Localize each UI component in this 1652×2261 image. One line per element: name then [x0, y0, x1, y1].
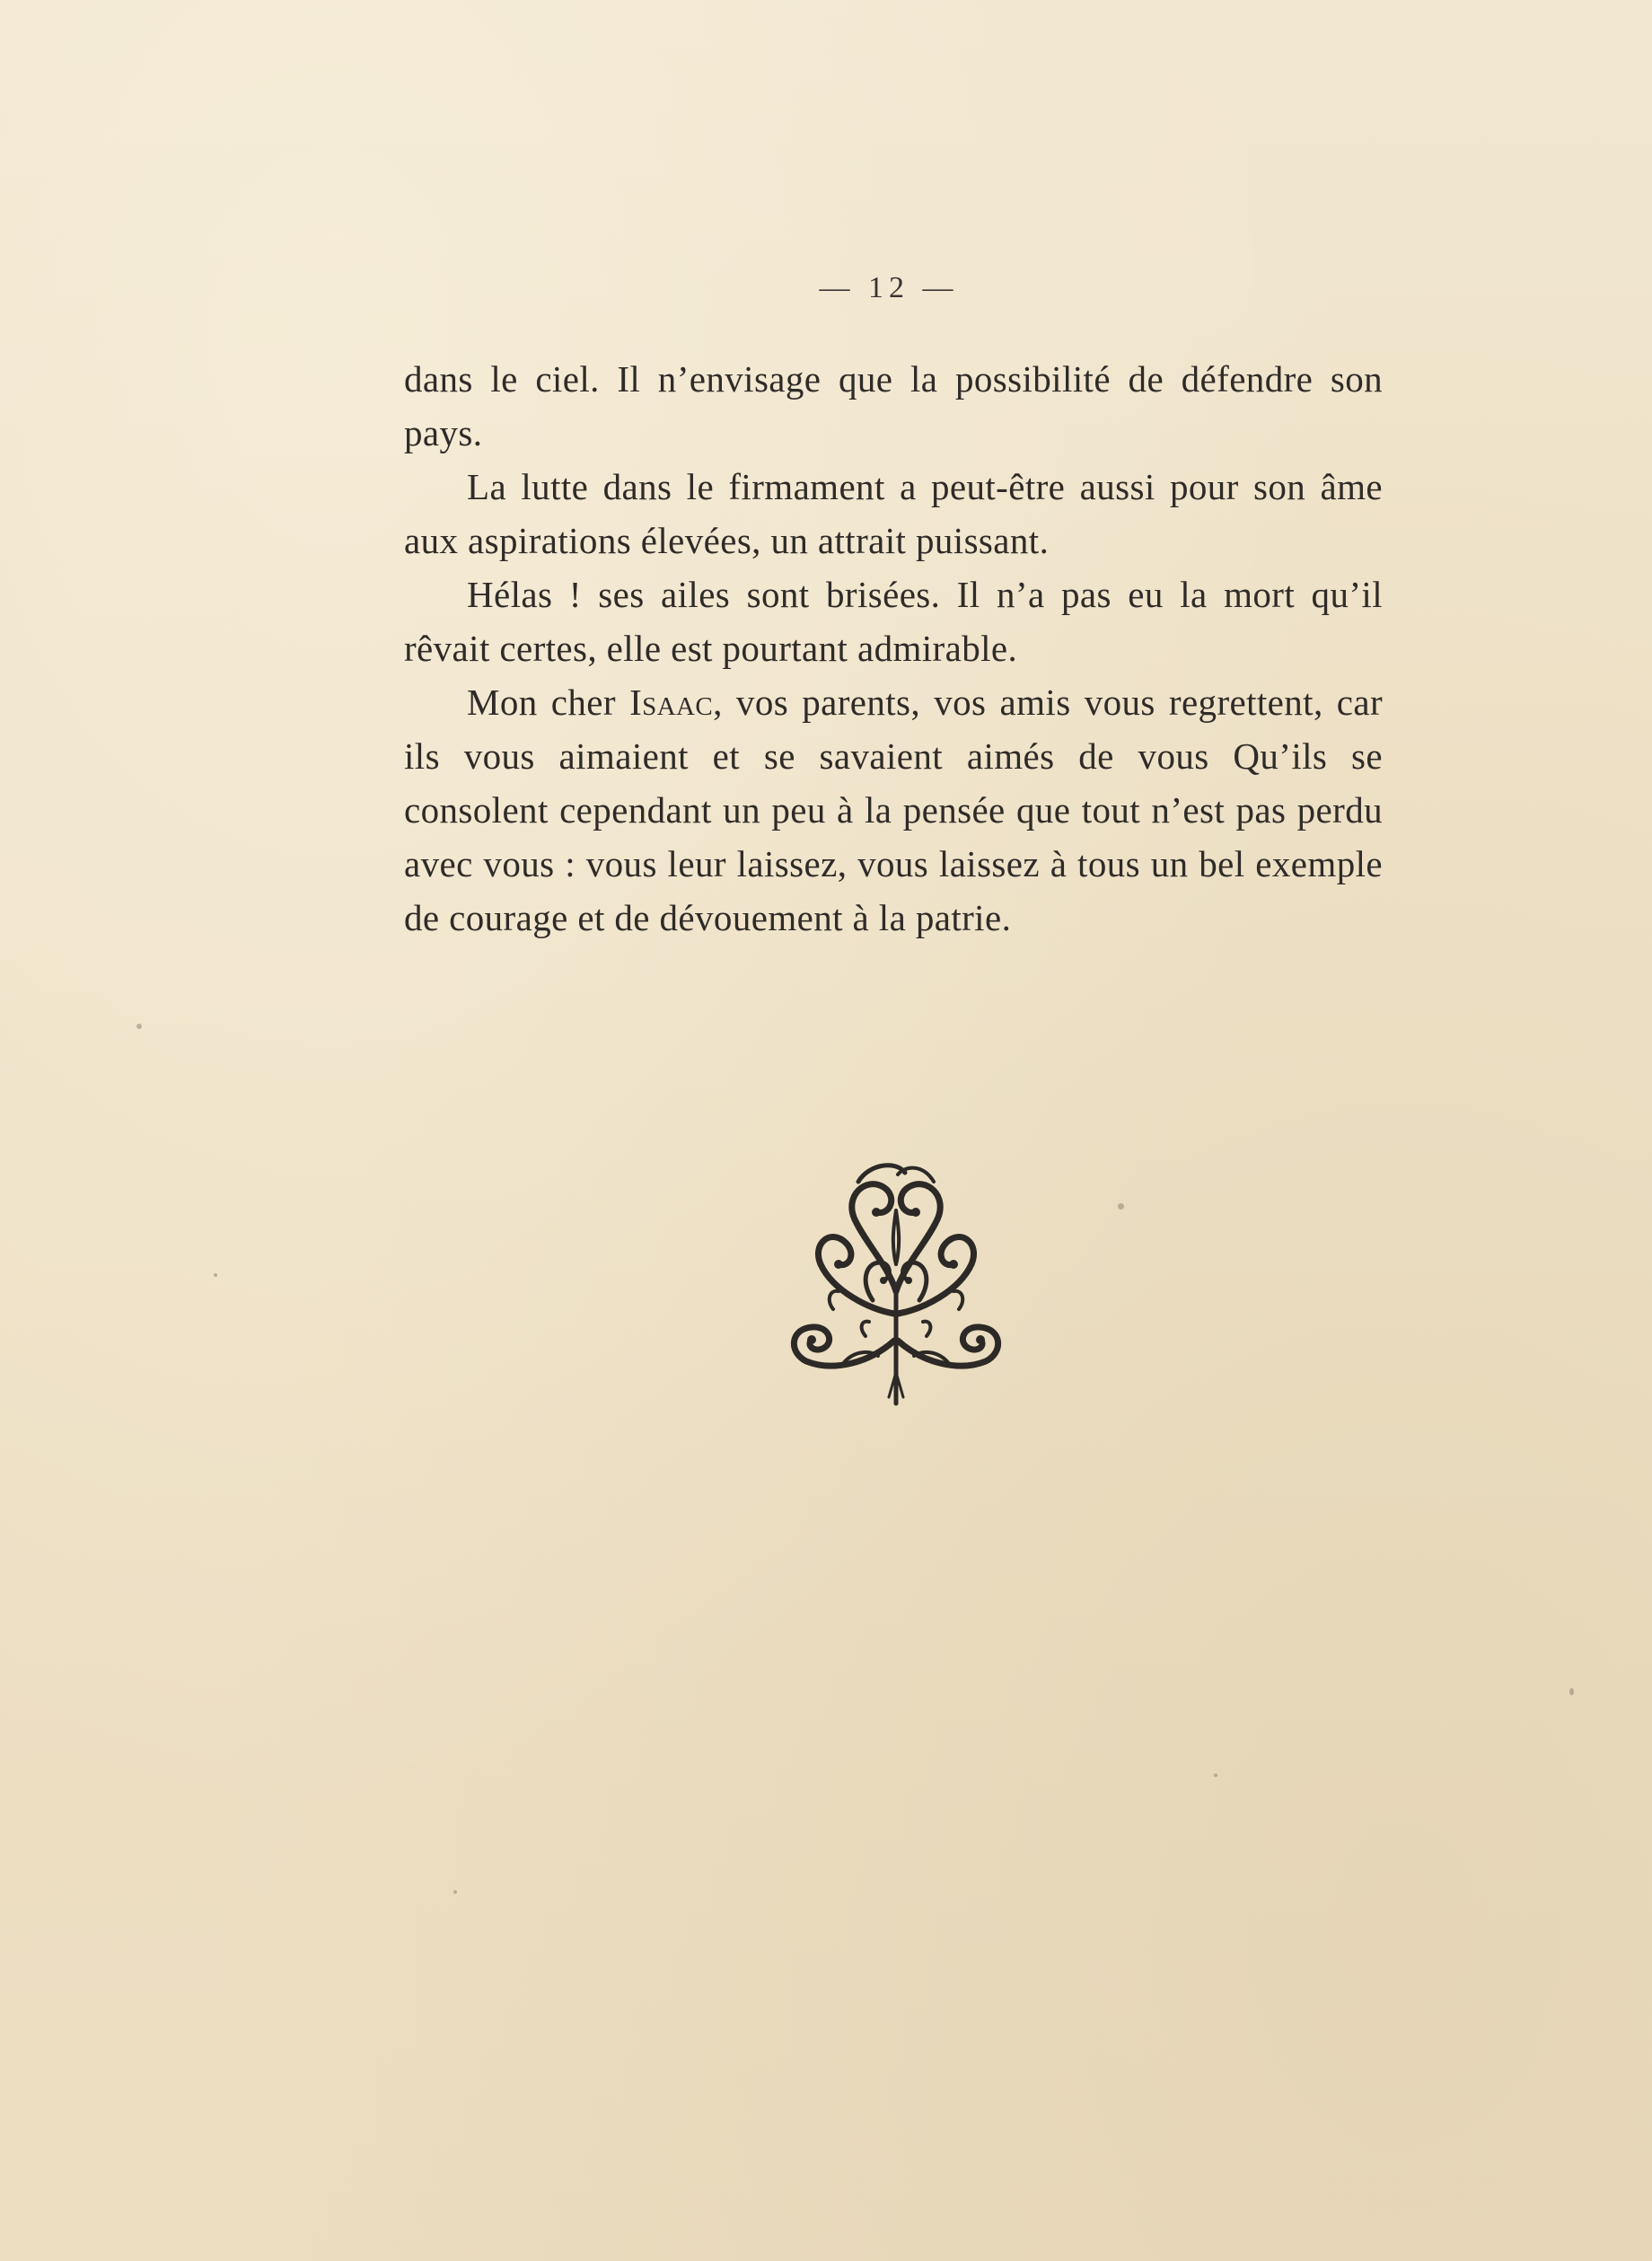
- page-number: — 12 —: [819, 271, 959, 304]
- paper-speck: [453, 1890, 457, 1894]
- paragraph-4-opening: Mon cher: [467, 682, 630, 723]
- person-name: Isaac: [629, 682, 714, 723]
- paragraph-1: dans le ciel. Il n’envisage que la possibilité de défendre son pays.: [404, 358, 1383, 453]
- floral-tailpiece-icon: [779, 1157, 1013, 1408]
- paragraph-4: [404, 675, 1383, 945]
- body-text: [404, 352, 1383, 945]
- paper-speck: [1118, 1203, 1124, 1210]
- paper-speck: [136, 1024, 142, 1029]
- paragraph-3: Hélas ! ses ailes sont brisées. Il n’a pas eu la mort qu’il rêvait certes, elle est pourtant admirable.: [404, 574, 1383, 669]
- paragraph-4-rest: , vos parents, vos amis vous regrettent, car ils vous aimaient et se savaient aimés de vous Qu’ils se consolent cependant un peu à la pensée que tout n’est pas perdu avec vous : vous leur laissez, vous laissez à tous un bel exemple de courage et de dévouement à la patrie.: [404, 682, 1384, 938]
- paper-speck: [214, 1273, 217, 1277]
- paragraph-2: La lutte dans le firmament a peut-être aussi pour son âme aux aspirations élevées, un attrait puissant.: [404, 466, 1383, 561]
- paper-speck: [1214, 1773, 1217, 1777]
- paper-speck: [1569, 1688, 1574, 1695]
